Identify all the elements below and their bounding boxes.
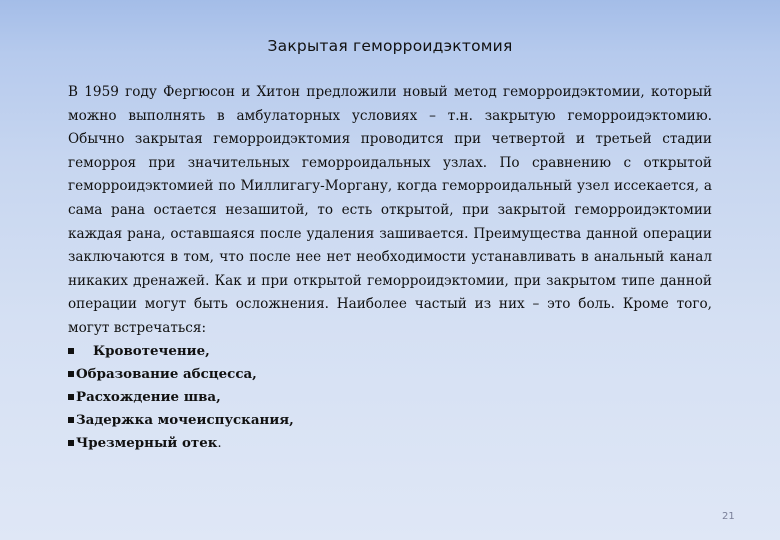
list-item-label: Образование абсцесса, [76, 365, 257, 382]
list-item-label: Расхождение шва, [76, 388, 221, 405]
list-item [68, 385, 712, 408]
list-item-punctuation: . [217, 435, 222, 451]
slide-title: Закрытая геморроидэктомия [267, 37, 513, 55]
square-bullet-icon [68, 371, 74, 377]
square-bullet-icon [68, 348, 74, 354]
body-paragraph: В 1959 году Фергюсон и Хитон предложили новый метод геморроидэктомии, который можно выполнять в амбулаторных условиях – т.н. закрытую геморроидэктомию. Обычно закрытая геморроидэктомия проводится при четвертой и третьей стадии геморроя при значительных геморроидальных узлах. По сравнению с открытой геморроидэктомией по Миллигагу-Моргану, когда геморроидальный узел иссекается, а сама рана остается незашитой, то есть открытой, при закрытой геморроидэктомии каждая рана, оставшаяся после удаления зашивается. Преимущества данной операции заключаются в том, что после нее нет необходимости устанавливать в анальный канал никаких дренажей. Как и при открытой геморроидэктомии, при закрытом типе данной операции могут быть осложнения. Наиболее частый из них – это боль. Кроме того, могут встречаться: [68, 84, 712, 336]
list-item-label: Задержка мочеиспускания, [76, 412, 294, 429]
list-item [68, 409, 712, 432]
list-item [68, 362, 712, 385]
list-item-label: Чрезмерный отек [76, 435, 218, 452]
list-item-label: Кровотечение, [93, 342, 210, 359]
complications-list [68, 339, 712, 455]
square-bullet-icon [68, 440, 74, 446]
list-item [68, 432, 712, 455]
square-bullet-icon [68, 394, 74, 400]
page-number: 21 [722, 511, 735, 522]
list-item [68, 339, 712, 362]
square-bullet-icon [68, 417, 74, 423]
